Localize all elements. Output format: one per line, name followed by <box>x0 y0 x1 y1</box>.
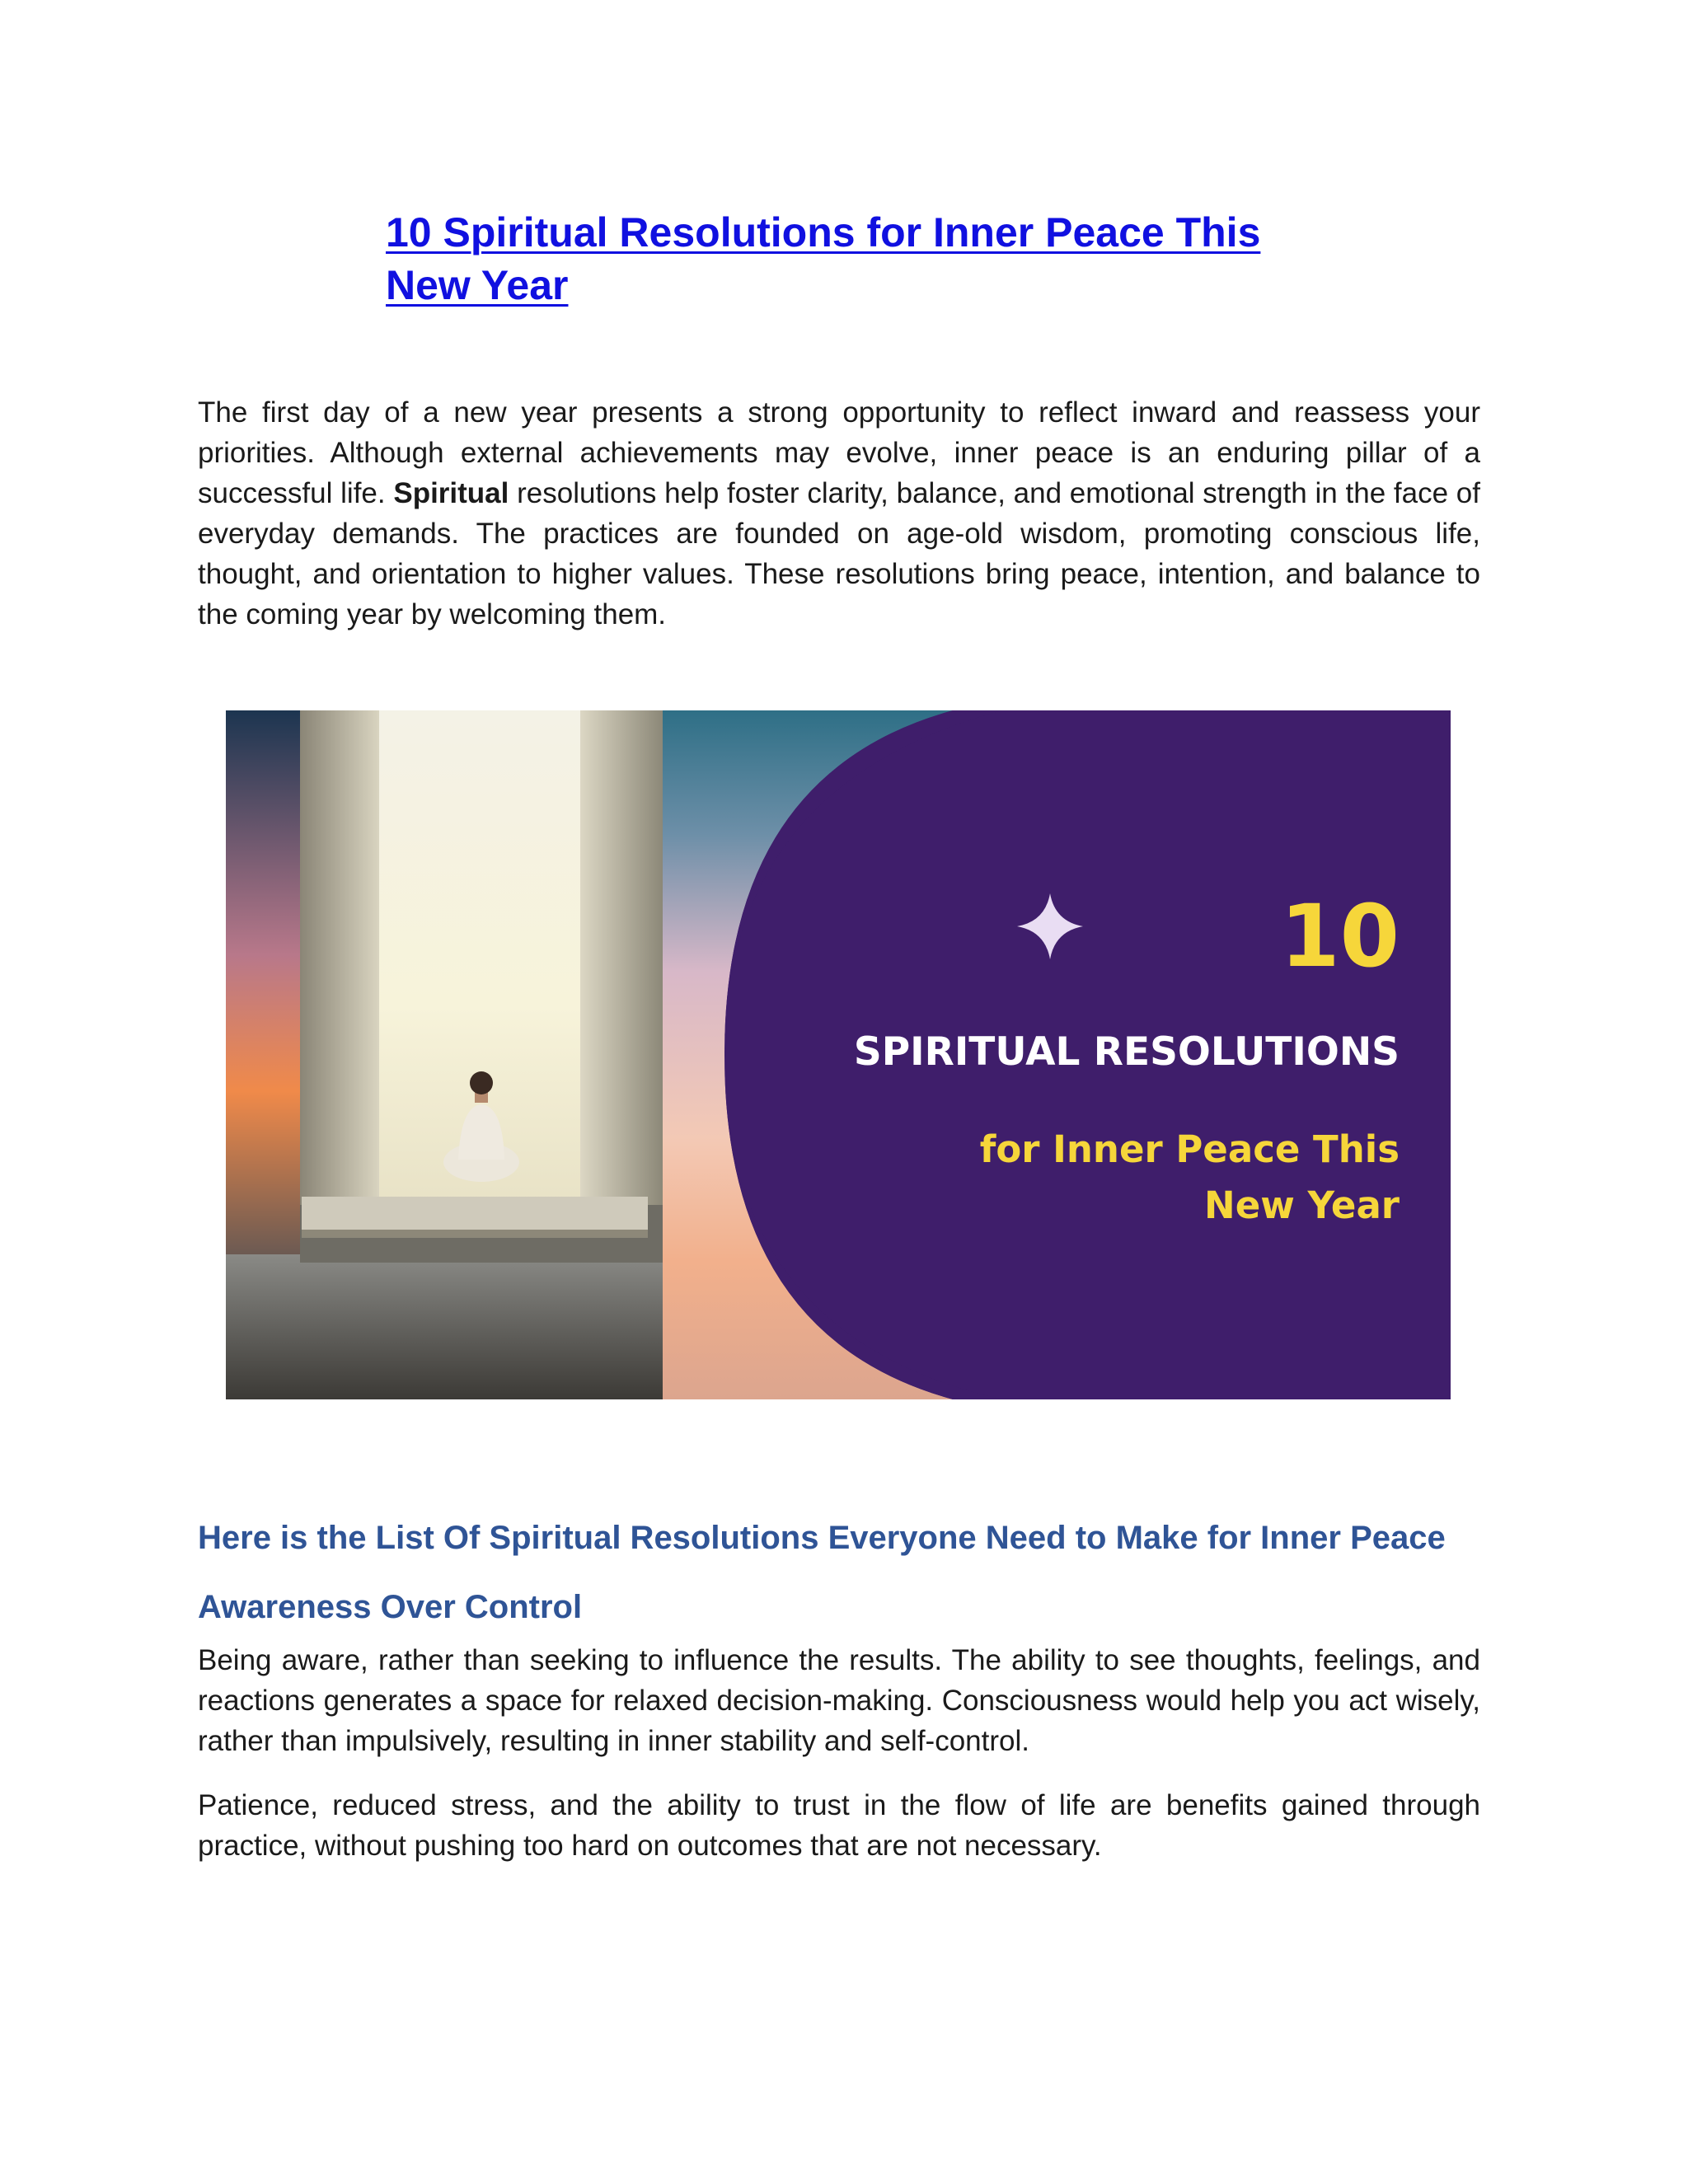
intro-text-start: The first day of a new year presents a strong opportunity to reflect inward and reassess your priorities. Although external achievements may evolve, inner peace is an enduring pillar of a successful life. <box>198 396 1480 509</box>
stone-floor <box>226 1254 663 1399</box>
left-pillar <box>300 710 379 1213</box>
bench-edge <box>302 1230 648 1238</box>
right-pillar <box>580 710 663 1205</box>
hero-number: 10 <box>1280 886 1400 987</box>
hero-image <box>226 710 1451 1399</box>
sunset-edge <box>226 710 300 1254</box>
hero-tagline-line2: New Year <box>1204 1183 1400 1227</box>
awareness-paragraph-1: Being aware, rather than seeking to influence the results. The ability to see thoughts, feelings, and reactions generates a space for relaxed decision-making. Consciousness would help you act wisely, rather than impulsively, resulting in inner stability and self-control. <box>198 1644 1480 1757</box>
list-heading: Here is the List Of Spiritual Resolutions Everyone Need to Make for Inner Peace <box>198 1520 1446 1556</box>
intro-text-end: resolutions help foster clarity, balance, and emotional strength in the face of everyday demands. The practices are founded on age-old wisdom, promoting conscious life, thought, and orientation to higher values. These resolutions bring peace, intention, and balance to the coming year by welcoming them. <box>198 477 1480 630</box>
hero-tagline-line1: for Inner Peace This <box>979 1127 1400 1171</box>
intro-paragraph <box>198 392 1480 635</box>
item-heading-awareness: Awareness Over Control <box>198 1589 583 1625</box>
article-title-link[interactable]: 10 Spiritual Resolutions for Inner Peace This New Year <box>386 209 1261 308</box>
hero-headline: SPIRITUAL RESOLUTIONS <box>853 1029 1400 1075</box>
awareness-paragraph-2: Patience, reduced stress, and the ability to trust in the flow of life are benefits gained through practice, without pushing too hard on outcomes that are not necessary. <box>198 1789 1480 1862</box>
intro-bold-word: Spiritual <box>393 477 509 509</box>
stone-bench <box>302 1197 648 1235</box>
